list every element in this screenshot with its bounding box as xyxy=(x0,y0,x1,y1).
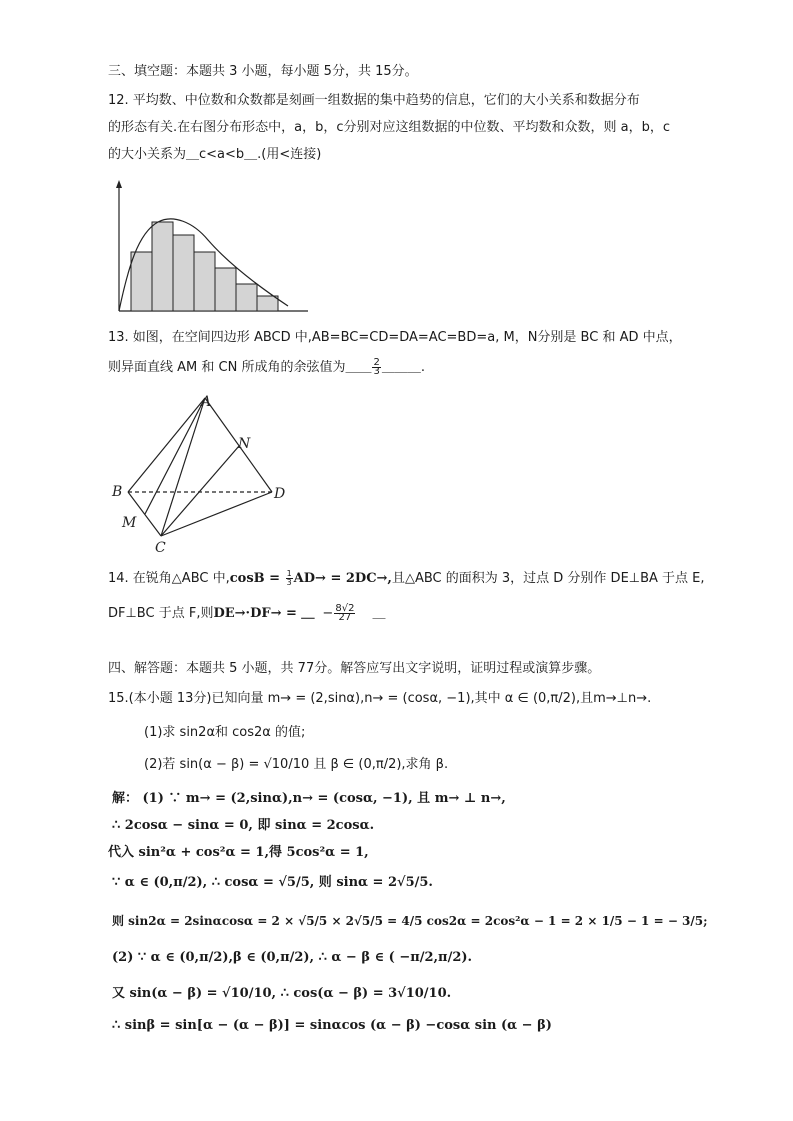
q14-line-1-text: 14. 在锐角△ABC 中, xyxy=(108,571,230,586)
q15-part-1: (1)求 sin2α和 cos2α 的值; xyxy=(144,725,306,740)
bar-3 xyxy=(173,235,194,311)
q15-solution-line-6: (2) ∵ α ∈ (0,π/2),β ∈ (0,π/2), ∴ α − β ∈ ( −π/2,π/2). xyxy=(112,950,473,965)
label-B: B xyxy=(112,484,123,500)
q13-line-1: 13. 如图，在空间四边形 ABCD 中,AB=BC=CD=DA=AC=BD=a, M，N分别是 BC 和 AD 中点， xyxy=(108,330,682,345)
q14-answer-numerator: 8√2 xyxy=(335,603,355,614)
label-C: C xyxy=(155,540,166,556)
q15-solution-line-7: 又 sin(α − β) = √10/10, ∴ cos(α − β) = 3√10/10. xyxy=(112,986,452,1001)
q12-line-2: 的形态有关.在右图分布形态中，a，b，c分别对应这组数据的中位数、平均数和众数，则 a，b，c xyxy=(108,120,670,135)
bar-2 xyxy=(152,222,173,311)
q15-solution-line-8: ∴ sinβ = sin[α − (α − β)] = sinαcos (α − β) −cosα sin (α − β) xyxy=(112,1018,552,1033)
q13-line-2 xyxy=(108,359,425,377)
q14-dot-product: DE→·DF→ = ＿ xyxy=(213,606,315,621)
section-4-heading: 四、解答题：本题共 5 小题，共 77分。解答应写出文字说明，证明过程或演算步骤。 xyxy=(108,661,601,676)
section-3-heading: 三、填空题：本题共 3 小题，每小题 5分，共 15分。 xyxy=(108,64,418,79)
bar-4 xyxy=(194,252,215,311)
q15-solution-line-3: 代入 sin²α + cos²α = 1,得 5cos²α = 1, xyxy=(108,845,369,860)
label-N: N xyxy=(238,436,251,452)
q15-solution-line-2: ∴ 2cosα − sinα = 0, 即 sinα = 2cosα. xyxy=(112,818,375,833)
q14-line-2-text: DF⊥BC 于点 F,则 xyxy=(108,606,214,621)
q14-answer-fraction xyxy=(334,605,355,622)
q14-line-2: DF⊥BC 于点 F,则DE→·DF→ = ＿ − $\frac{8√2}{27}$ ＿ xyxy=(108,603,386,623)
label-M: M xyxy=(122,515,137,531)
q15-part-2: (2)若 sin(α − β) = √10/10 且 β ∈ (0,π/2),求角 β. xyxy=(144,757,449,772)
bar-6 xyxy=(236,284,257,311)
tetrahedron-figure xyxy=(108,388,298,556)
q12-line-1: 12. 平均数、中位数和众数都是刻画一组数据的集中趋势的信息，它们的大小关系和数据分布 xyxy=(108,93,640,108)
q14-line-1 xyxy=(108,570,705,588)
q13-answer-numerator: 2 xyxy=(373,357,380,368)
q13-answer-denominator: 3 xyxy=(373,366,380,377)
label-D: D xyxy=(274,486,286,502)
bar-1 xyxy=(131,252,152,311)
q13-line-2-text: 则异面直线 AM 和 CN 所成角的余弦值为＿＿ xyxy=(108,360,372,375)
bar-5 xyxy=(215,268,236,311)
q14-condition-fraction xyxy=(286,570,293,587)
q14-line-2-tail: ＿ xyxy=(372,606,386,621)
label-A: A xyxy=(201,394,212,410)
q14-condition: cosB = xyxy=(229,571,285,586)
q13-answer-fraction xyxy=(372,359,380,376)
y-axis-arrow xyxy=(116,180,122,188)
q14-fraction-num: 1 xyxy=(286,569,292,578)
q14-vector-condition: AD→ = 2DC→, xyxy=(293,571,392,586)
q14-answer-denominator: 27 xyxy=(338,612,352,623)
histogram-figure xyxy=(108,178,316,316)
bar-7 xyxy=(257,296,278,311)
q13-line-2-tail: ＿＿＿. xyxy=(381,360,425,375)
q15-solution-line-1: 解： (1) ∵ m→ = (2,sinα),n→ = (cosα, −1), 且 m→ ⊥ n→, xyxy=(112,791,506,806)
q15-solution-line-5: 则 sin2α = 2sinαcosα = 2 × √5/5 × 2√5/5 = 4/5 cos2α = 2cos²α − 1 = 2 × 1/5 − 1 = − 3/5; xyxy=(112,914,708,928)
q14-line-1-tail: 且△ABC 的面积为 3，过点 D 分别作 DE⊥BA 于点 E, xyxy=(391,571,705,586)
q15-solution-line-4: ∵ α ∈ (0,π/2), ∴ cosα = √5/5, 则 sinα = 2√5/5. xyxy=(112,875,433,890)
q15-stem: 15.(本小题 13分)已知向量 m→ = (2,sinα),n→ = (cosα, −1),其中 α ∈ (0,π/2),且m→⊥n→. xyxy=(108,691,652,706)
q12-line-3: 的大小关系为＿c<a<b＿.(用<连接) xyxy=(108,147,322,162)
q14-fraction-den: 3 xyxy=(286,578,292,587)
